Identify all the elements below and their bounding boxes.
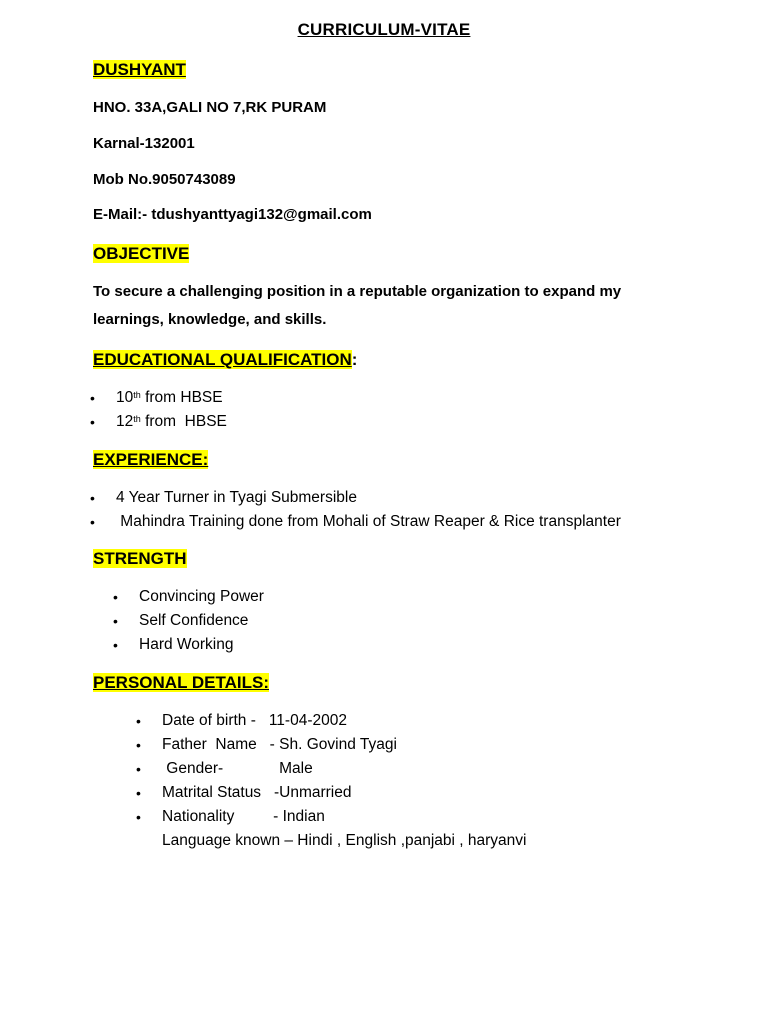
list-item: [136, 757, 636, 781]
education-heading-text: EDUCATIONAL QUALIFICATION: [93, 350, 352, 369]
date-of-birth: Date of birth - 11-04-2002: [162, 712, 347, 729]
bullet-icon: •: [90, 390, 95, 406]
list-item: [136, 781, 636, 805]
bullet-icon: •: [113, 589, 118, 605]
experience-item: 4 Year Turner in Tyagi Submersible: [116, 489, 357, 506]
strength-item: Convincing Power: [139, 588, 264, 605]
bullet-icon: •: [90, 514, 95, 530]
list-item: [113, 585, 513, 609]
experience-item: Mahindra Training done from Mohali of Straw Reaper & Rice transplanter: [116, 513, 621, 530]
bullet-icon: •: [136, 761, 141, 777]
list-item: [136, 829, 636, 853]
objective-heading: [93, 243, 189, 265]
education-heading-colon: :: [351, 350, 358, 369]
objective-heading-text: OBJECTIVE: [93, 244, 190, 263]
experience-heading: [93, 449, 208, 471]
email-address: E-Mail:- tdushyanttyagi132@gmail.com: [93, 206, 372, 223]
strength-item: Self Confidence: [139, 612, 249, 629]
strength-item: Hard Working: [139, 636, 234, 653]
experience-heading-text: EXPERIENCE:: [93, 450, 209, 469]
list-item: [90, 410, 690, 434]
personal-details-heading: [93, 672, 269, 694]
name-heading: [93, 59, 186, 81]
list-item: [90, 386, 690, 410]
gender: Gender- Male: [162, 760, 313, 777]
bullet-icon: •: [90, 490, 95, 506]
personal-details-heading-text: PERSONAL DETAILS:: [93, 673, 269, 692]
mobile-number: Mob No.9050743089: [93, 171, 236, 188]
name-text: DUSHYANT: [93, 60, 186, 79]
strength-heading-text: STRENGTH: [93, 549, 187, 568]
strength-list: [113, 585, 513, 657]
list-item: [113, 633, 513, 657]
address-line-2: Karnal-132001: [93, 135, 195, 152]
address-line-1: HNO. 33A,GALI NO 7,RK PURAM: [93, 99, 327, 116]
bullet-icon: •: [113, 637, 118, 653]
list-item: [113, 609, 513, 633]
bullet-icon: •: [136, 737, 141, 753]
education-board: from HBSE: [140, 413, 227, 430]
bullet-icon: •: [90, 414, 95, 430]
education-board: from HBSE: [140, 389, 223, 406]
ordinal-suffix: th: [133, 390, 141, 400]
personal-details-list: [136, 709, 636, 853]
bullet-icon: •: [136, 713, 141, 729]
education-level: 12: [116, 413, 134, 430]
marital-status: Matrital Status -Unmarried: [162, 784, 352, 801]
list-item: [136, 709, 636, 733]
education-level: 10: [116, 389, 134, 406]
document-title: CURRICULUM-VITAE: [297, 20, 471, 39]
education-list: [90, 386, 690, 434]
nationality: Nationality - Indian: [162, 808, 325, 825]
objective-text: To secure a challenging position in a reputable organization to expand my learnings, knowledge, and skills.: [93, 283, 622, 328]
bullet-icon: •: [136, 809, 141, 825]
father-name: Father Name - Sh. Govind Tyagi: [162, 736, 397, 753]
languages-known: Language known – Hindi , English ,panjabi , haryanvi: [162, 832, 527, 849]
strength-heading: [93, 548, 187, 570]
experience-list: [90, 486, 750, 534]
list-item: [90, 486, 750, 510]
ordinal-suffix: th: [133, 414, 141, 424]
list-item: [90, 510, 750, 534]
education-heading: [93, 349, 357, 371]
bullet-icon: •: [113, 613, 118, 629]
list-item: [136, 805, 636, 829]
list-item: [136, 733, 636, 757]
bullet-icon: •: [136, 785, 141, 801]
